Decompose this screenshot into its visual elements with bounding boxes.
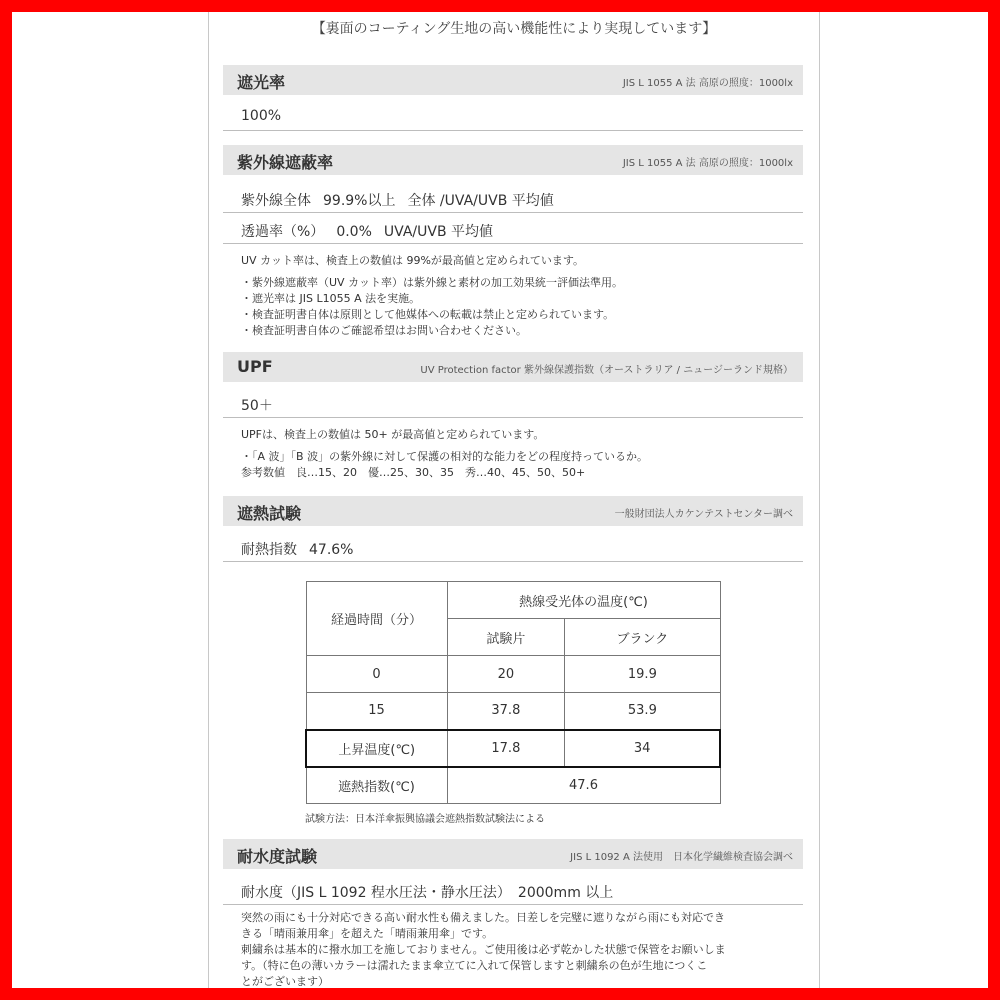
table-row-highlighted [306, 730, 720, 767]
upf-value: 50＋ [241, 398, 273, 414]
cell-index-label: 遮熱指数(℃) [306, 767, 447, 804]
section-note: JIS L 1092 A 法使用 日本化学繊維検査協会調べ [570, 852, 793, 863]
upf-note: 参考数値 良…15、20 優…25、30、35 秀…40、45、50、50+ [241, 466, 586, 479]
cell-test: 20 [447, 656, 565, 693]
section-title: 紫外線遮蔽率 [237, 153, 334, 172]
cell-blank: 19.9 [565, 656, 720, 693]
uv-note: UV カット率は、検査上の数値は 99%が最高値と定められています。 [241, 254, 585, 267]
table-row [306, 767, 720, 804]
upf-row [223, 389, 803, 418]
uv-note: ・遮光率は JIS L1055 A 法を実施。 [241, 292, 421, 305]
uv-total-text: 紫外線全体 99.9%以上 全体 /UVA/UVB 平均値 [241, 193, 554, 209]
upf-note: ・「A 波」「B 波」の紫外線に対して保護の相対的な能力をどの程度持っているか。 [241, 450, 649, 463]
shading-row [223, 102, 803, 131]
cell-blank: 34 [565, 730, 720, 767]
section-header-heat [223, 496, 803, 526]
section-header-shading [223, 65, 803, 95]
cell-time: 15 [306, 693, 447, 730]
header-blank: ブランク [565, 619, 720, 656]
cell-index-value: 47.6 [447, 767, 720, 804]
section-note: JIS L 1055 A 法 高原の照度：1000lx [622, 158, 793, 169]
water-resistance-text: 耐水度（JIS L 1092 程水圧法・静水圧法） 2000mm 以上 [241, 885, 614, 901]
cell-test: 17.8 [447, 730, 565, 767]
test-method-note: 試験方法：日本洋傘振興協議会遮熱指数試験法による [305, 814, 545, 825]
page-frame [12, 12, 988, 988]
section-note: UV Protection factor 紫外線保護指数（オーストラリア / ニュージーランド規格） [420, 365, 793, 376]
table-row [306, 693, 720, 730]
cell-time: 上昇温度(℃) [306, 730, 447, 767]
upf-note: UPFは、検査上の数値は 50+ が最高値と定められています。 [241, 428, 545, 441]
water-note: 突然の雨にも十分対応できる高い耐水性も備えました。日差しを完璧に遮りながら雨にも対応でき [241, 911, 725, 924]
water-note: す。（特に色の薄いカラーは濡れたまま傘立てに入れて保管しますと刺繍糸の色が生地につくこ [241, 959, 708, 972]
section-header-uv [223, 145, 803, 175]
section-title: UPF [237, 357, 273, 376]
heat-test-table [305, 581, 721, 804]
water-note: きる「晴雨兼用傘」を超えた「晴雨兼用傘」です。 [241, 927, 494, 940]
heat-row [223, 533, 803, 562]
shading-value: 100% [241, 108, 282, 124]
section-title: 耐水度試験 [237, 847, 318, 866]
header-test-piece: 試験片 [447, 619, 565, 656]
section-title: 遮光率 [237, 73, 286, 92]
water-note: 刺繍糸は基本的に撥水加工を施しておりません。ご使用後は必ず乾かした状態で保管をお願いしま [241, 943, 726, 956]
section-title: 遮熱試験 [237, 504, 302, 523]
heat-index-text: 耐熱指数 47.6% [241, 542, 354, 558]
uv-row-total [223, 184, 803, 213]
uv-row-transmission [223, 215, 803, 244]
water-note: とがございます） [241, 975, 329, 988]
section-note: 一般財団法人カケンテストセンター調べ [614, 509, 793, 520]
cell-blank: 53.9 [565, 693, 720, 730]
section-note: JIS L 1055 A 法 高原の照度：1000lx [622, 78, 793, 89]
header-temperature: 熱線受光体の温度(℃) [447, 582, 720, 619]
cell-test: 37.8 [447, 693, 565, 730]
water-row [223, 876, 803, 905]
section-header-water [223, 839, 803, 869]
uv-note: ・紫外線遮蔽率（UV カット率）は紫外線と素材の加工効果統一評価法準用。 [241, 276, 623, 289]
header-time: 経過時間（分） [306, 582, 447, 656]
spec-sheet [208, 12, 820, 988]
section-header-upf [223, 352, 803, 382]
table-row [306, 656, 720, 693]
headline: 【裏面のコーティング生地の高い機能性により実現しています】 [311, 21, 717, 37]
uv-transmission-text: 透過率（%） 0.0% UVA/UVB 平均値 [241, 224, 493, 240]
uv-note: ・検査証明書自体のご確認希望はお問い合わせください。 [241, 324, 527, 337]
uv-note: ・検査証明書自体は原則として他媒体への転載は禁止と定められています。 [241, 308, 615, 321]
cell-time: 0 [306, 656, 447, 693]
